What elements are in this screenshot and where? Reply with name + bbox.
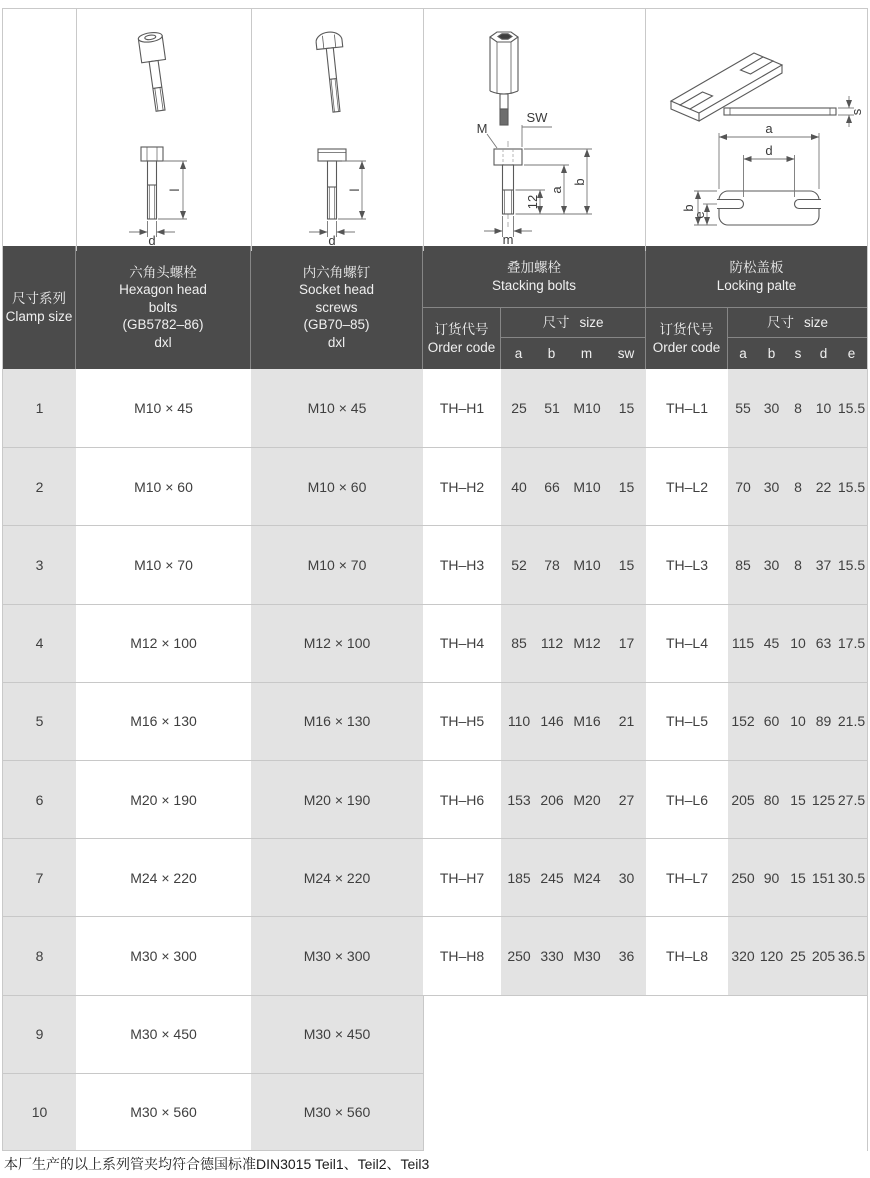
dim-value: 89: [815, 713, 832, 730]
dim-value: 30: [618, 869, 635, 886]
dim-value: 15: [618, 478, 635, 495]
hex-bolt-cell: M12 × 100: [76, 604, 251, 682]
table-row: [3, 916, 867, 994]
table-row: [3, 682, 867, 760]
locking-order-code-cell: TH–L8: [646, 916, 728, 994]
dim-value: 40: [511, 478, 527, 495]
clamp-size-cell: 4: [3, 604, 76, 682]
dim-value: 55: [735, 400, 751, 417]
dim-value: 17: [618, 635, 635, 652]
hex-bolt-cell: M10 × 70: [76, 525, 251, 603]
clamp-size-cell: 3: [3, 525, 76, 603]
clamp-size-cell: 5: [3, 682, 76, 760]
dim-value: 10: [790, 635, 806, 652]
header-stacking-en: Stacking bolts: [491, 277, 577, 293]
dim-value: 110: [507, 713, 531, 730]
socket-screw-cell: M10 × 45: [251, 369, 423, 447]
stacking-order-code-cell: TH–H2: [423, 447, 501, 525]
dim-value: 51: [544, 400, 560, 417]
dim-value: 146: [540, 713, 564, 730]
header-hex-en1: Hexagon head: [119, 282, 207, 298]
header-socket-screws: [251, 246, 423, 369]
locking-dims-cell: [728, 682, 867, 760]
table-row: [3, 525, 867, 603]
dim-value: 21.5: [837, 713, 866, 730]
hex-bolt-3d-view: [315, 31, 349, 113]
header-hex-zh: 六角头螺栓: [129, 264, 197, 280]
header-locking-size: [728, 308, 867, 338]
locking-order-code-cell: TH–L3: [646, 525, 728, 603]
locking-dims-cell: [728, 525, 867, 603]
dim-value: 78: [544, 556, 560, 573]
dim-value: 15.5: [837, 556, 866, 573]
dim-value: 250: [731, 869, 755, 886]
dim-value: 22: [815, 478, 832, 495]
hex-bolt-dimensions: [309, 161, 366, 237]
hex-bolt-cell: M30 × 450: [76, 995, 251, 1073]
dim-value: 10: [815, 400, 832, 417]
locking-dims-cell: [728, 447, 867, 525]
stacking-dims-cell: [501, 447, 646, 525]
dim-label-b: b: [572, 178, 587, 186]
header-socket-en1: Socket head: [298, 282, 375, 298]
catalog-sheet: [2, 8, 868, 1151]
header-locking-en: Locking palte: [716, 277, 797, 293]
dim-value: 25: [790, 947, 806, 964]
socket-cap-screw-drawing: [77, 9, 252, 246]
dim-letter-b: b: [547, 345, 556, 361]
dim-letter-d: d: [819, 345, 828, 361]
dim-label-e: e: [692, 211, 707, 219]
dim-value: 112: [540, 635, 564, 652]
stacking-bolt-3d-view: [490, 32, 518, 125]
socket-screw-2d-view: [141, 147, 163, 219]
table-header: [3, 246, 867, 369]
clamp-size-cell: 8: [3, 916, 76, 994]
header-locking-dim-letters: [728, 338, 867, 369]
stacking-order-code-cell: TH–H5: [423, 682, 501, 760]
dim-value: 205: [811, 947, 836, 964]
dim-letter-b: b: [767, 345, 776, 361]
dim-label-a: a: [765, 121, 773, 136]
stacking-dims-cell: [501, 760, 646, 838]
dim-letter-sw: sw: [617, 345, 635, 361]
dim-value: 205: [731, 791, 755, 808]
header-locking-size-en: size: [803, 314, 828, 330]
header-hex-std: (GB5782–86): [122, 317, 204, 333]
dim-value: 125: [811, 791, 836, 808]
dim-label-SW: SW: [526, 110, 548, 125]
locking-order-code-cell: TH–L4: [646, 604, 728, 682]
dim-value: 245: [540, 869, 564, 886]
table-row: [3, 1073, 867, 1151]
dim-value: 15: [618, 556, 635, 573]
table-row: [3, 369, 867, 447]
dim-label-s: s: [849, 108, 864, 116]
table-row: [3, 995, 867, 1073]
clamp-size-cell: 9: [3, 995, 76, 1073]
socket-screw-cell: M16 × 130: [251, 682, 423, 760]
hex-bolt-drawing: [252, 9, 424, 246]
header-locking-order-code: [646, 308, 728, 369]
dim-label-12: 12: [525, 194, 540, 210]
header-locking-plate: [646, 246, 867, 308]
locking-plate-panel: [645, 9, 867, 251]
socket-screw-dimensions: [129, 161, 187, 237]
hex-bolt-cell: M24 × 220: [76, 838, 251, 916]
locking-dims-cell: [728, 760, 867, 838]
dim-value: 15: [790, 869, 806, 886]
dim-value: 60: [763, 713, 780, 730]
socket-screw-cell: M20 × 190: [251, 760, 423, 838]
hex-bolt-cell: M16 × 130: [76, 682, 251, 760]
stacking-order-code-cell: TH–H1: [423, 369, 501, 447]
clamp-size-cell: 1: [3, 369, 76, 447]
locking-dims-cell: [728, 604, 867, 682]
dim-value: 152: [731, 713, 755, 730]
dim-value: 30: [763, 400, 780, 417]
stacking-order-code-cell: TH–H6: [423, 760, 501, 838]
header-clamp-zh: 尺寸系列: [12, 290, 66, 306]
dim-value: M24: [573, 869, 601, 886]
header-stacking-order-code: [423, 308, 501, 369]
clamp-size-cell: 10: [3, 1073, 76, 1151]
hex-bolt-cell: M10 × 60: [76, 447, 251, 525]
locking-order-code-cell: TH–L1: [646, 369, 728, 447]
dim-value: 30: [763, 556, 780, 573]
dim-value: M12: [573, 635, 601, 652]
header-stacking-dim-letters: [501, 338, 646, 369]
dim-value: M10: [573, 400, 601, 417]
locking-order-code-cell: TH–L6: [646, 760, 728, 838]
locking-dims-cell: [728, 838, 867, 916]
dim-value: 25: [511, 400, 527, 417]
stacking-bolt-drawing: [424, 9, 646, 246]
header-stacking-size-en: size: [579, 314, 604, 330]
dim-label-d: d: [765, 143, 773, 158]
stacking-order-code-cell: TH–H3: [423, 525, 501, 603]
dim-value: 330: [540, 947, 564, 964]
socket-screw-cell: M12 × 100: [251, 604, 423, 682]
header-hex-en2: bolts: [148, 299, 178, 315]
dim-value: 70: [735, 478, 751, 495]
stacking-dims-cell: [501, 604, 646, 682]
dim-letter-a: a: [739, 345, 747, 361]
table-row: [3, 604, 867, 682]
dim-letter-m: m: [580, 345, 593, 361]
hex-bolt-cell: M30 × 560: [76, 1073, 251, 1151]
stacking-order-code-cell: TH–H4: [423, 604, 501, 682]
stacking-order-code-cell: TH–H8: [423, 916, 501, 994]
dim-value: 90: [763, 869, 780, 886]
hex-bolt-cell: M20 × 190: [76, 760, 251, 838]
dim-label-l: l: [347, 188, 362, 192]
socket-screw-3d-view: [138, 31, 173, 112]
dim-value: 85: [735, 556, 751, 573]
dim-label-M: M: [476, 121, 488, 136]
locking-plate-top-view: [717, 191, 821, 225]
header-locking-size-zh: 尺寸: [766, 314, 794, 330]
dim-letter-a: a: [514, 345, 523, 361]
table-row: [3, 760, 867, 838]
header-stacking-order-en: Order code: [427, 339, 496, 355]
header-stacking-size-zh: 尺寸: [542, 314, 570, 330]
dim-value: 8: [794, 478, 802, 495]
locking-plate-drawing: [646, 9, 868, 246]
dim-value: 63: [815, 635, 832, 652]
header-locking-order-en: Order code: [652, 339, 721, 355]
stacking-dims-cell: [501, 369, 646, 447]
locking-order-code-cell: TH–L2: [646, 447, 728, 525]
hex-bolt-cell: M10 × 45: [76, 369, 251, 447]
header-socket-spec: dxl: [327, 334, 346, 350]
dim-value: 30: [763, 478, 780, 495]
dim-value: 10: [790, 713, 806, 730]
dim-value: 15: [618, 400, 635, 417]
header-hex-spec: dxl: [154, 334, 172, 350]
locking-dims-cell: [728, 369, 867, 447]
clamp-size-cell: 2: [3, 447, 76, 525]
clamp-size-cell: 7: [3, 838, 76, 916]
header-stacking-zh: 叠加螺栓: [507, 259, 561, 275]
dim-value: 120: [759, 947, 784, 964]
header-socket-en2: screws: [315, 299, 358, 315]
dim-letter-s: s: [794, 345, 802, 361]
dim-label-d: d: [148, 233, 156, 246]
dim-value: 27.5: [837, 791, 866, 808]
header-hexagon-bolts: [76, 246, 251, 369]
dim-value: 37: [815, 556, 832, 573]
empty-cell: [423, 995, 867, 1073]
dim-value: M30: [573, 947, 601, 964]
socket-screw-cell: M10 × 60: [251, 447, 423, 525]
dim-value: 45: [763, 635, 780, 652]
stacking-order-code-cell: TH–H7: [423, 838, 501, 916]
dim-value: 250: [507, 947, 531, 964]
stacking-dims-cell: [501, 916, 646, 994]
locking-order-code-cell: TH–L7: [646, 838, 728, 916]
hex-bolt-panel: [251, 9, 423, 251]
dim-label-m: m: [502, 232, 514, 246]
drawings-spacer: [3, 9, 76, 251]
header-clamp-en: Clamp size: [5, 308, 73, 324]
dim-value: 15.5: [837, 400, 866, 417]
dim-value: M10: [573, 556, 601, 573]
header-clamp-size: [3, 246, 76, 369]
table-row: [3, 838, 867, 916]
hex-bolt-2d-view: [318, 149, 346, 219]
drawings-strip: [3, 9, 867, 246]
dim-label-b: b: [681, 204, 696, 212]
header-socket-zh: 内六角螺钉: [302, 264, 371, 280]
hex-bolt-cell: M30 × 300: [76, 916, 251, 994]
dim-value: 151: [811, 869, 836, 886]
dim-value: 21: [618, 713, 635, 730]
dim-value: 80: [763, 791, 780, 808]
empty-cell: [423, 1073, 867, 1151]
stacking-dims-cell: [501, 838, 646, 916]
dim-value: 52: [511, 556, 527, 573]
socket-screw-cell: M30 × 300: [251, 916, 423, 994]
stacking-bolt-panel: [423, 9, 645, 251]
dim-value: 36.5: [837, 947, 866, 964]
dim-value: 30.5: [837, 869, 866, 886]
dim-value: 8: [794, 400, 802, 417]
dim-label-l: l: [167, 188, 182, 192]
table-body: [3, 369, 867, 1151]
locking-plate-side-view: [724, 108, 836, 115]
dim-value: 153: [507, 791, 531, 808]
locking-order-code-cell: TH–L5: [646, 682, 728, 760]
dim-value: 320: [731, 947, 755, 964]
header-socket-std: (GB70–85): [303, 317, 370, 333]
dim-value: 8: [794, 556, 802, 573]
dim-value: 15.5: [837, 478, 866, 495]
clamp-size-cell: 6: [3, 760, 76, 838]
socket-screw-cell: M30 × 450: [251, 995, 423, 1073]
dim-value: 66: [544, 478, 560, 495]
dim-value: 17.5: [837, 635, 866, 652]
dim-value: M10: [573, 478, 601, 495]
dim-letter-e: e: [847, 345, 856, 361]
socket-screw-cell: M24 × 220: [251, 838, 423, 916]
socket-cap-screw-panel: [76, 9, 251, 251]
dim-value: 206: [540, 791, 564, 808]
stacking-dims-cell: [501, 682, 646, 760]
header-stacking-order-zh: 订货代号: [434, 321, 489, 337]
dim-value: M20: [573, 791, 601, 808]
header-stacking-bolts: [423, 246, 646, 308]
dim-value: 15: [790, 791, 806, 808]
footnote: 本厂生产的以上系列管夹均符合德国标准DIN3015 Teil1、Teil2、Teil3: [4, 1156, 430, 1172]
header-locking-order-zh: 订货代号: [659, 321, 714, 337]
header-locking-zh: 防松盖板: [729, 259, 784, 275]
dim-label-a: a: [549, 186, 564, 194]
dim-value: 115: [731, 635, 755, 652]
socket-screw-cell: M30 × 560: [251, 1073, 423, 1151]
dim-value: 36: [618, 947, 635, 964]
stacking-dims-cell: [501, 525, 646, 603]
dim-value: 27: [618, 791, 635, 808]
socket-screw-cell: M10 × 70: [251, 525, 423, 603]
dim-value: 185: [507, 869, 531, 886]
dim-value: M16: [573, 713, 601, 730]
table-row: [3, 447, 867, 525]
dim-value: 85: [511, 635, 527, 652]
dim-label-d: d: [328, 233, 336, 246]
header-stacking-size: [501, 308, 646, 338]
locking-dims-cell: [728, 916, 867, 994]
